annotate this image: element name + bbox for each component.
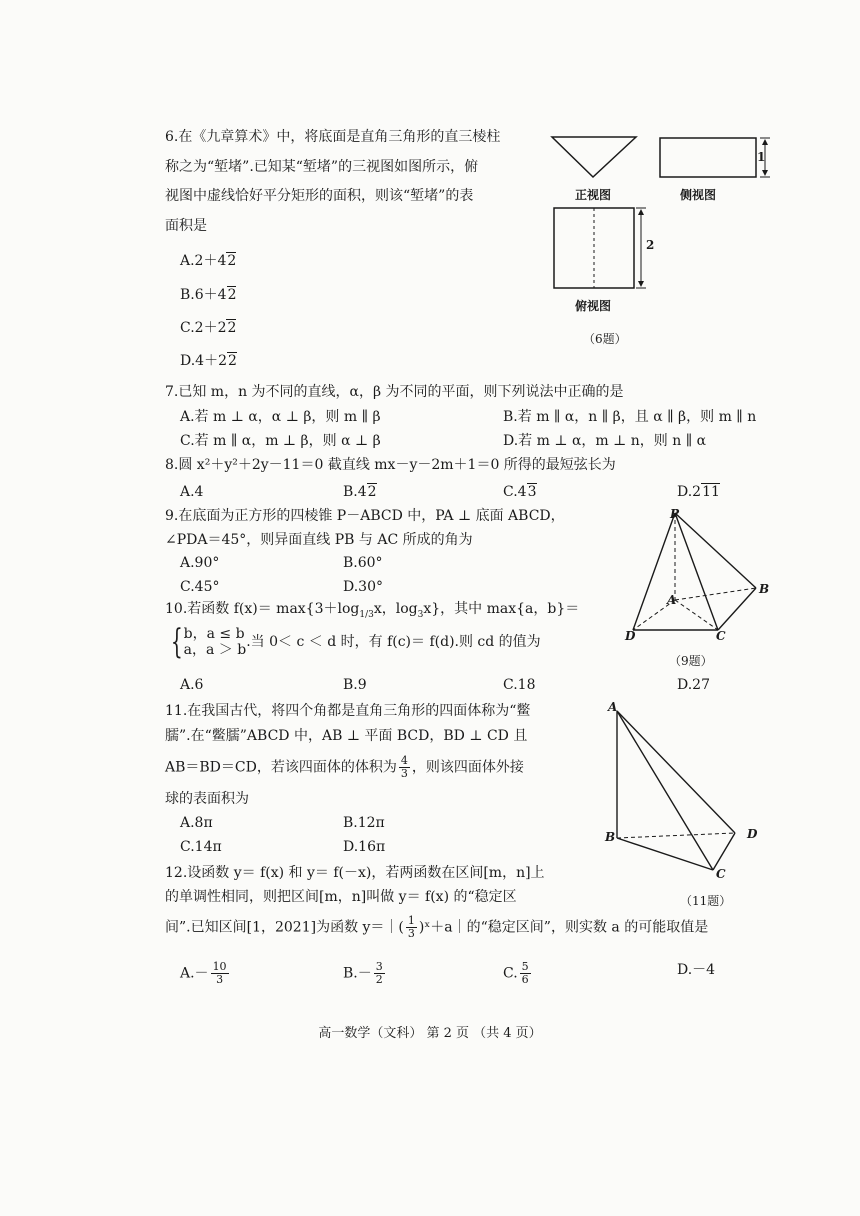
q9-point-a: A [667, 593, 677, 607]
dimension-2: 2 [646, 238, 655, 252]
q9-point-c: C [716, 629, 726, 643]
q6-line-4: 面积是 [165, 218, 207, 234]
q9-point-d: D [625, 629, 636, 643]
q8-stem: 8.圆 x²＋y²＋2y－11＝0 截直线 mx－y－2m＋1＝0 所得的最短弦长为 [165, 457, 616, 473]
q10-line-2: { b，a ≤ b a，a ＞ b .当 0＜ c ＜ d 时，有 f(c)＝ f(d).则 cd 的值为 [170, 622, 541, 662]
q11-option-b: B.12π [343, 815, 385, 831]
q11-point-b: B [605, 830, 616, 844]
q9-option-c: C.45° [180, 579, 220, 595]
q12-line-2: 的单调性相同，则把区间[m，n]叫做 y＝ f(x) 的“稳定区 [165, 889, 517, 905]
q6-caption: （6题） [583, 332, 627, 346]
q12-option-b: B.－ $\frac{3}{2}$ [343, 960, 383, 986]
q11-option-a: A.8π [180, 815, 213, 831]
q10-option-d: D.27 [677, 677, 710, 693]
q6-three-view-figure [540, 130, 790, 350]
q6-option-d: D.4＋22 [180, 353, 237, 369]
top-view-label: 俯视图 [575, 299, 612, 313]
q10-option-c: C.18 [503, 677, 536, 693]
q7-option-a: A.若 m ⊥ α，α ⊥ β，则 m ∥ β [180, 409, 381, 425]
q11-line-1: 11.在我国古代，将四个角都是直角三角形的四面体称为“鳖 [165, 703, 531, 719]
q7-option-c: C.若 m ∥ α，m ⊥ β，则 α ⊥ β [180, 433, 381, 449]
q9-point-p: P [670, 507, 680, 521]
q9-option-a: A.90° [180, 555, 220, 571]
q10-line-1: 10.若函数 $f(x)= \max\{3+\log_{1/3}x$，$\log_3x$}，其中 max{a，b}＝ [165, 601, 580, 620]
q8-option-b: B.42 [343, 484, 377, 500]
q7-option-d: D.若 m ⊥ α，m ⊥ n，则 n ∥ α [503, 433, 707, 449]
side-view-label: 侧视图 [680, 188, 717, 202]
q8-option-c: C.43 [503, 484, 537, 500]
q9-point-b: B [759, 582, 770, 596]
q9-option-b: B.60° [343, 555, 383, 571]
q12-option-a: A.－ $\frac{10}{3}$ [180, 960, 227, 986]
q9-pyramid-figure [620, 505, 770, 645]
q6-option-a: A.2＋42 [180, 253, 237, 269]
q6-option-b: B.6＋42 [180, 287, 237, 303]
q6-line-2: 称之为“堑堵”.已知某“堑堵”的三视图如图所示，俯 [165, 159, 479, 175]
q8-option-a: A.4 [180, 484, 204, 500]
page-footer: 高一数学（文科） 第 2 页 （共 4 页） [318, 1026, 542, 1041]
q10-option-a: A.6 [180, 677, 204, 693]
q12-line-1: 12.设函数 y＝ f(x) 和 y＝ f(－x)，若两函数在区间[m，n]上 [165, 865, 545, 881]
q6-line-3: 视图中虚线恰好平分矩形的面积，则该“堑堵”的表 [165, 188, 474, 204]
front-view-triangle [552, 137, 636, 177]
q9-caption: （9题） [669, 654, 713, 668]
q11-line-3: AB＝BD＝CD，若该四面体的体积为 $\frac{4}{3}$ ，则该四面体外接 [165, 754, 524, 780]
q12-option-d: D.－4 [677, 962, 716, 978]
q11-point-d: D [747, 827, 758, 841]
dimension-1: 1 [757, 150, 766, 164]
q11-option-c: C.14π [180, 839, 222, 855]
front-view-label: 正视图 [575, 188, 612, 202]
q11-option-d: D.16π [343, 839, 386, 855]
q11-tetrahedron-figure [600, 700, 760, 890]
q10-option-b: B.9 [343, 677, 367, 693]
side-view-rect [660, 138, 756, 177]
q11-line-2: 臑”.在“鳖臑”ABCD 中，AB ⊥ 平面 BCD，BD ⊥ CD 且 [165, 728, 528, 744]
q8-option-d: D.211 [677, 484, 720, 500]
q7-option-b: B.若 m ∥ α，n ∥ β，且 α ∥ β，则 m ∥ n [503, 409, 757, 425]
q12-option-c: C. $\frac{5}{6}$ [503, 960, 529, 986]
q11-point-c: C [716, 867, 726, 881]
q12-line-3: 间”.已知区间[1，2021]为函数 y＝｜( $\frac{1}{3}$ )ˣ＋a｜的“稳定区间”，则实数 a 的可能取值是 [165, 914, 709, 940]
q9-option-d: D.30° [343, 579, 383, 595]
q11-line-4: 球的表面积为 [165, 791, 249, 807]
q7-stem: 7.已知 m，n 为不同的直线，α，β 为不同的平面，则下列说法中正确的是 [165, 384, 624, 400]
q11-point-a: A [608, 700, 618, 714]
q11-caption: （11题） [680, 894, 732, 908]
q6-option-c: C.2＋22 [180, 320, 237, 336]
q6-line-1: 6.在《九章算术》中，将底面是直角三角形的直三棱柱 [165, 129, 501, 145]
q9-line-2: ∠PDA＝45°，则异面直线 PB 与 AC 所成的角为 [165, 532, 473, 548]
q9-line-1: 9.在底面为正方形的四棱锥 P－ABCD 中，PA ⊥ 底面 ABCD， [165, 508, 565, 524]
